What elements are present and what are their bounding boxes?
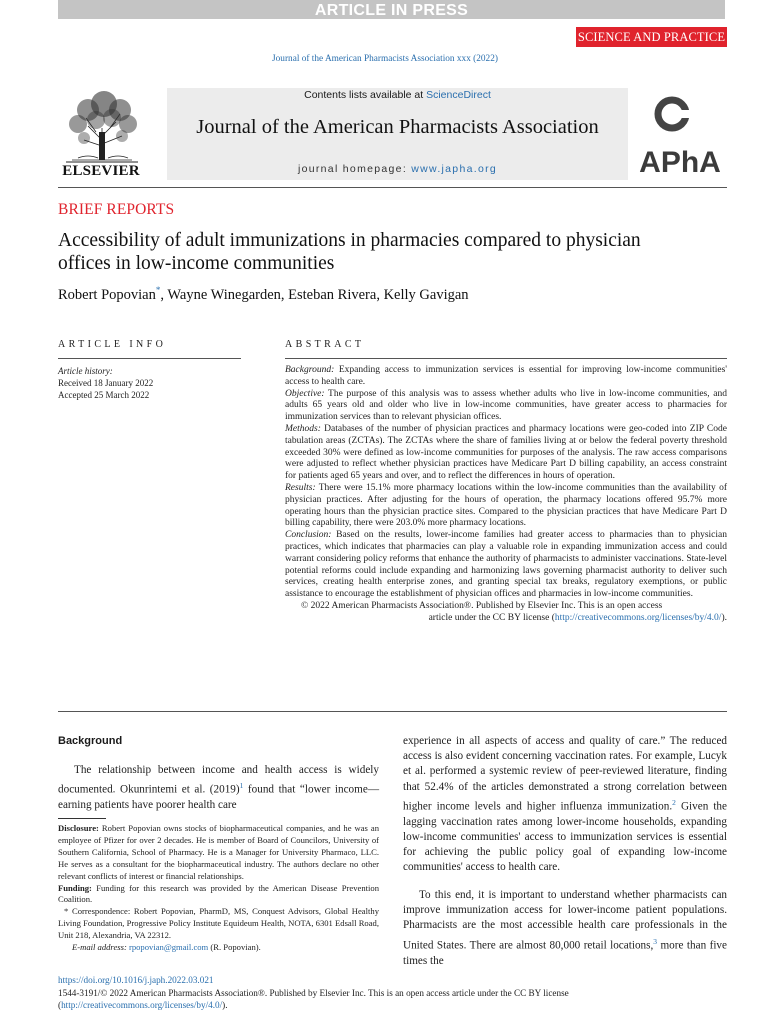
text: experience in all aspects of access and quality of care.” The reduced access is also evident concerning vaccination rates. For example, Lucyk et al. performed a systemic review of peer-reviewed literature, finding that 52.4% of the articles demonstrated a strong correlation between higher income levels and higher influenza immunization. (403, 735, 727, 813)
rights-suffix: ). (222, 1000, 228, 1010)
article-history (58, 365, 248, 401)
ref-3[interactable]: 3 (653, 936, 658, 946)
funding-note (58, 883, 379, 907)
correspondence-mark[interactable]: * (155, 285, 161, 295)
disclosure-note (58, 823, 379, 883)
article-type: BRIEF REPORTS (58, 201, 175, 218)
text: more than five times the (403, 939, 727, 967)
footnotes (58, 823, 379, 954)
abstract-bottom-rule (58, 711, 727, 712)
right-column-paragraph-2 (403, 888, 727, 969)
contents-available (167, 89, 628, 101)
text: The purpose of this analysis was to assess whether adults who live in low-income communities, and adults 65 years old and older who live in low-income communities, have greater access to pharmacies for immunization services than to relevant physician offices. (285, 388, 727, 423)
apha-logo-text: APhA (639, 146, 721, 177)
author-rest: , Wayne Winegarden, Esteban Rivera, Kelly Gavigan (160, 286, 469, 303)
received-date: Received 18 January 2022 (58, 378, 154, 388)
author-list (58, 285, 469, 304)
abstract-rule (285, 358, 727, 359)
footnote-rule (58, 818, 106, 819)
journal-reference-link[interactable]: Journal of the American Pharmacists Association xxx (2022) (272, 54, 498, 64)
elsevier-wordmark: ELSEVIER (62, 163, 140, 179)
text: There were 15.1% more pharmacy locations within the low-income communities than the availability of physician practices. After adjusting for the hours of operation, the pharmacy locations offered 95.7% more operating hours than the physician practice sites. Compared to the physician practices that have Medicare Part D billing capability, there were 203.0% more pharmacy locations. (285, 482, 727, 529)
rights-text: 1544-3191/© 2022 American Pharmacists Association®. Published by Elsevier Inc. This is an open access article under the CC BY license ( (58, 988, 569, 1010)
doi-link[interactable]: https://doi.org/10.1016/j.japh.2022.03.021 (58, 975, 214, 985)
text: (R. Popovian). (208, 942, 261, 953)
abstract-results (285, 483, 727, 530)
license-prefix: article under the CC BY license ( (428, 612, 555, 623)
label: Background: (285, 365, 335, 375)
history-label: Article history: (58, 366, 113, 376)
article-info-heading: ARTICLE INFO (58, 339, 167, 350)
abstract-methods (285, 424, 727, 483)
rights-statement (58, 987, 727, 1011)
masthead-rule (58, 187, 727, 188)
abstract-heading: ABSTRACT (285, 339, 365, 350)
abstract-objective (285, 389, 727, 424)
author-first[interactable]: Robert Popovian (58, 286, 156, 303)
journal-title: Journal of the American Pharmacists Association (196, 116, 599, 138)
correspondence-note: * Correspondence: Robert Popovian, PharmD, MS, Conquest Advisors, Global Healthy Living Foundation, Progressive Policy Institute Equideum Health, NOTA, 6301 Edsall Road, Unit 218, Alexandria, VA 22312. (58, 906, 379, 941)
license-suffix: ). (721, 612, 727, 623)
section-tag[interactable]: SCIENCE AND PRACTICE (576, 27, 727, 47)
label: Results: (285, 482, 316, 493)
text: The relationship between income and health access is widely documented. Okunrintemi et al. (2019) (58, 764, 379, 796)
abstract-license (285, 613, 727, 625)
label: Funding: (58, 882, 92, 893)
text: Databases of the number of physician practices and pharmacy locations were geo-coded into ZIP Code tabulation areas (ZCTAs). The ZCTAs where the share of families living at or below the federal poverty threshold exceeded 30% were defined as low-income communities for purposes of the analysis. The raw access comparisons were adjusted to reflect whether physician practices have Medicare Part D billing capability, an access constraint for patients aged 65 years and over, and to reflect the differences in hours of operation. (285, 423, 727, 482)
journal-masthead (167, 88, 628, 180)
background-heading: Background (58, 735, 123, 747)
text: Given the lagging vaccination rates among lower-income households, expanding low-income communities' access to immunization services is essential for achieving the public policy goal of expanding low-income communities' access to health care. (403, 800, 727, 874)
homepage-prefix: journal homepage: (297, 163, 412, 175)
ref-1[interactable]: 1 (239, 781, 244, 791)
label: Disclosure: (58, 823, 99, 833)
cc-license-link[interactable]: http://creativecommons.org/licenses/by/4.0/ (554, 612, 722, 623)
abstract-copyright: © 2022 American Pharmacists Association®. Published by Elsevier Inc. This is an open access (301, 600, 663, 611)
apha-logo (633, 93, 727, 177)
label: Methods: (285, 423, 321, 434)
abstract-conclusion (285, 530, 727, 601)
text: Funding for this research was provided by the American Disease Prevention Coalition. (58, 882, 379, 905)
journal-homepage (167, 163, 628, 175)
email-note (58, 942, 379, 954)
sciencedirect-link[interactable]: ScienceDirect (426, 89, 491, 101)
article-in-press-banner: ARTICLE IN PRESS (58, 0, 725, 19)
rights-license-link[interactable]: http://creativecommons.org/licenses/by/4.0/ (61, 1000, 223, 1010)
accepted-date: Accepted 25 March 2022 (58, 390, 150, 400)
label: Conclusion: (285, 530, 332, 541)
abstract-body (285, 365, 727, 625)
text: Expanding access to immunization services is essential for improving low-income communities' access to health care. (285, 365, 727, 387)
text: To this end, it is important to understand whether pharmacists can improve immunization access for lower-income patient populations. Pharmacists are the most accessible health care professionals in the United States. There are almost 80,000 retail locations, (403, 889, 727, 952)
label: E-mail address: (72, 942, 129, 953)
email-link[interactable]: rpopovian@gmail.com (128, 942, 209, 953)
homepage-link[interactable]: www.japha.org (411, 163, 498, 175)
text: found that “lower income—earning patients have poorer health care (58, 783, 380, 812)
ref-2[interactable]: 2 (672, 797, 676, 807)
right-column-paragraph-1 (403, 734, 727, 876)
background-paragraph (58, 763, 379, 813)
contents-prefix: Contents lists available at (304, 89, 427, 101)
abstract-background (285, 365, 727, 389)
text: Robert Popovian owns stocks of biopharmaceutical companies, and he was an employee of Pfizer for over 2 decades. He is member of Board of Councilors, University of Southern California, School of Pharmacy. He is a Manager for University Pharmaco, LLC. He serves as a consultant for the biopharmaceutical industry. The authors declare no other relevant conflicts of interest or financial relationships. (58, 823, 379, 881)
label: Objective: (285, 388, 325, 399)
article-title: Accessibility of adult immunizations in pharmacies compared to physician offices in low-income communities (58, 230, 641, 274)
text: Based on the results, lower-income families had greater access to pharmacies than to physician practices, which indicates that pharmacies can play a valuable role in expanding immunization access and could warrant considering policy reforms that enhance the authority of pharmacists to administer vaccinations. State-level potential reforms could include expanding and harmonizing laws governing pharmacist authority to deliver such services, creating health enterprise zones, and granting special tax breaks, regulatory exemptions, or public assistance to encourage the establishment of physician offices and pharmacies in low-income communities. (285, 530, 727, 600)
article-info-rule (58, 358, 241, 359)
